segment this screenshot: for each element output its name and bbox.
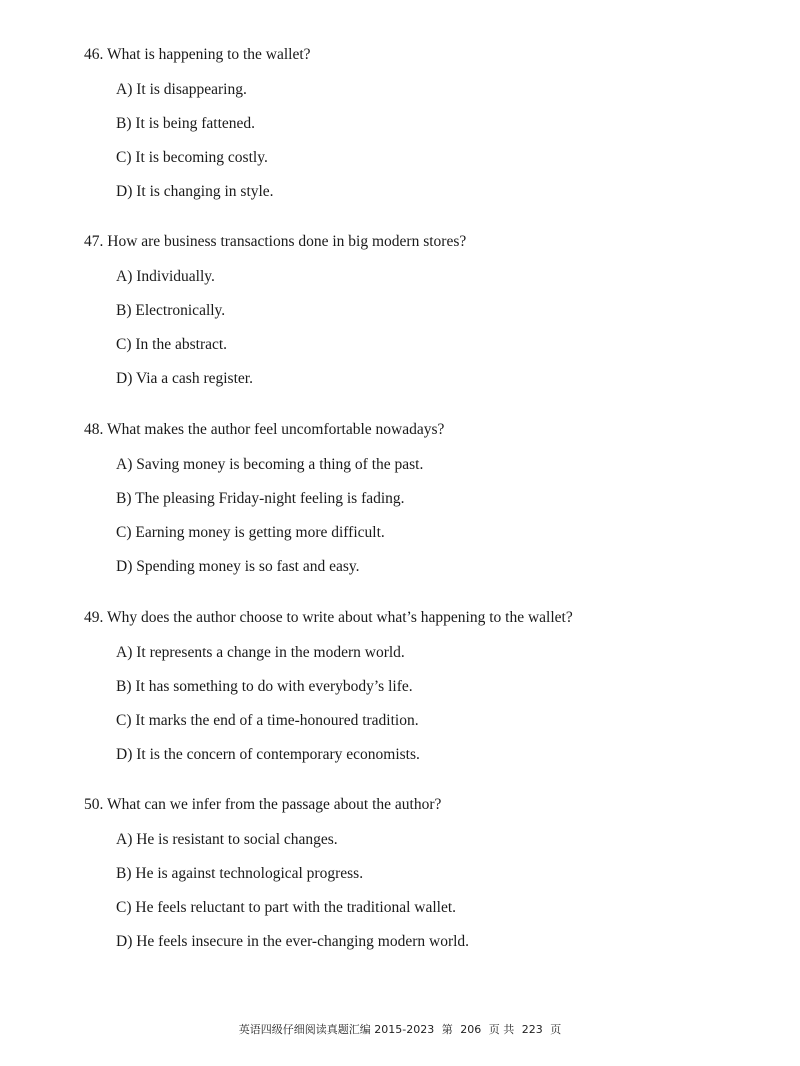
question-stem: 48. What makes the author feel uncomfortable nowadays? (84, 421, 445, 438)
question-stem: 50. What can we infer from the passage about the author? (84, 796, 442, 813)
footer-page-suffix: 页 (550, 1023, 562, 1036)
option-c: C) Earning money is getting more difficult. (116, 524, 385, 541)
option-b: B) Electronically. (116, 302, 226, 319)
question-50 (84, 795, 764, 950)
option-b: B) It has something to do with everybody’s life. (116, 678, 413, 695)
option-b: B) The pleasing Friday-night feeling is fading. (116, 490, 405, 507)
question-48 (84, 420, 764, 575)
question-stem: 46. What is happening to the wallet? (84, 46, 311, 63)
option-d: D) It is changing in style. (116, 183, 274, 200)
question-49 (84, 608, 764, 763)
footer-page-mid: 页 共 (488, 1023, 515, 1036)
footer-page-prefix: 第 (441, 1023, 453, 1036)
option-d: D) Via a cash register. (116, 370, 253, 387)
option-c: C) He feels reluctant to part with the traditional wallet. (116, 899, 457, 916)
option-c: C) It is becoming costly. (116, 149, 268, 166)
footer-page-total: 223 (521, 1023, 543, 1036)
option-b: B) He is against technological progress. (116, 865, 364, 882)
question-stem: 47. How are business transactions done in big modern stores? (84, 233, 467, 250)
option-a: A) He is resistant to social changes. (116, 831, 338, 848)
option-b: B) It is being fattened. (116, 115, 256, 132)
page-footer (0, 1023, 800, 1037)
option-c: C) In the abstract. (116, 336, 228, 353)
option-d: D) He feels insecure in the ever-changing modern world. (116, 933, 470, 950)
option-d: D) It is the concern of contemporary economists. (116, 746, 420, 763)
option-a: A) It represents a change in the modern world. (116, 644, 405, 661)
question-47 (84, 232, 764, 387)
question-46 (84, 45, 764, 200)
question-stem: 49. Why does the author choose to write about what’s happening to the wallet? (84, 609, 573, 626)
footer-page-current: 206 (460, 1023, 482, 1036)
option-d: D) Spending money is so fast and easy. (116, 558, 360, 575)
option-a: A) Individually. (116, 268, 215, 285)
option-c: C) It marks the end of a time-honoured tradition. (116, 712, 419, 729)
option-a: A) It is disappearing. (116, 81, 247, 98)
footer-title: 英语四级仔细阅读真题汇编 2015-2023 (238, 1023, 435, 1036)
option-a: A) Saving money is becoming a thing of the past. (116, 456, 424, 473)
